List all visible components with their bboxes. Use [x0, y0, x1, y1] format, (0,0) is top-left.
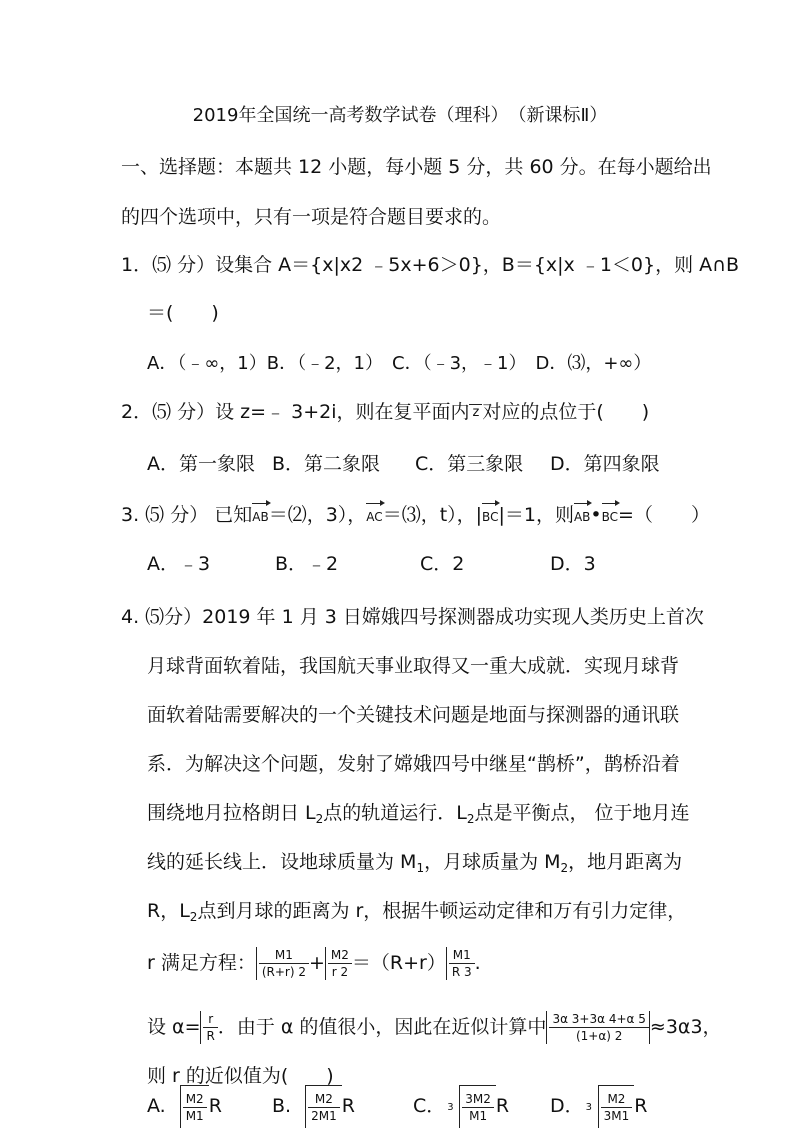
question-3-option-b: B．﹣2 — [275, 553, 339, 575]
frac2-num: M2 — [328, 947, 352, 964]
q4-l6-text-c: ，地月距离为 — [568, 851, 683, 873]
question-3-text-1: 3. ⑸ 分） 已知 — [121, 504, 253, 526]
question-4-option-d — [550, 1085, 647, 1127]
question-3-text-2: ＝⑵，3）， — [268, 504, 367, 526]
q4-l5-text-a: 围绕地月拉格朗日 L — [147, 802, 316, 824]
question-3-stem — [121, 502, 710, 529]
opt-a-num: M2 — [183, 1091, 207, 1108]
question-2-stem — [121, 400, 649, 424]
q4-l7-text-a: R，L — [147, 900, 190, 922]
question-4-option-a — [147, 1085, 222, 1127]
frac1-num: M1 — [259, 947, 309, 964]
question-1-stem-cont: ＝( ) — [147, 302, 219, 324]
equation-fraction-2 — [325, 947, 352, 980]
frac2-den: r 2 — [331, 965, 349, 979]
option-d-label: D． — [550, 1095, 584, 1117]
equation-end: . — [474, 952, 481, 974]
option-b-label: B. — [272, 1095, 292, 1117]
question-4-option-c — [413, 1085, 509, 1127]
vector-ac: AC — [366, 502, 382, 529]
q4-l6-sub-1: 1 — [416, 861, 425, 875]
q4-l6-sub-2: 2 — [560, 861, 569, 875]
q4-l5-sub: 2 — [315, 812, 324, 826]
question-1-options: A．（﹣∞，1）B．（﹣2，1） C．（﹣3，﹣1） D．⑶，+∞） — [147, 353, 652, 374]
root-index: 3 — [447, 1102, 454, 1113]
opt-c-den: M1 — [469, 1109, 488, 1123]
opt-b-r: R — [341, 1095, 355, 1117]
question-1-stem: 1．⑸ 分）设集合 A＝{x|x2 ﹣5x+6＞0}，B＝{x|x ﹣1＜0}，则 A∩B — [121, 254, 740, 276]
q4-l5-text-c: 点是平衡点， 位于地月连 — [474, 802, 690, 824]
frac3-den: R 3 — [451, 965, 472, 979]
section-heading-line2: 的四个选项中，只有一项是符合题目要求的。 — [121, 206, 502, 228]
cube-root-symbol — [584, 1085, 635, 1128]
q4-equation-prefix: r 满足方程： — [147, 952, 256, 974]
vector-bc: BC — [482, 502, 498, 529]
question-3-option-a: A．﹣3 — [147, 553, 211, 575]
question-4-line-1: 4. ⑸分）2019 年 1 月 3 日嫦娥四号探测器成功实现人类历史上首次 — [121, 606, 704, 628]
question-3-text-5: =（ ） — [618, 504, 710, 526]
question-3-text-3: ＝⑶，t），| — [382, 504, 483, 526]
option-c-label: C． — [413, 1095, 446, 1117]
equation-fraction-1 — [256, 947, 309, 980]
approx-frac-num: 3α 3+3α 4+α 5 — [549, 1011, 648, 1028]
alpha-fraction — [200, 1011, 217, 1044]
frac1-den: (R+r) 2 — [261, 965, 306, 979]
vector-ab: AB — [252, 502, 268, 529]
page-title: 2019年全国统一高考数学试卷（理科） （新课标Ⅱ） — [192, 105, 608, 126]
equation-middle: ＝（R+r） — [351, 952, 446, 974]
opt-a-r: R — [208, 1095, 222, 1117]
question-3-text-4: |＝1，则 — [498, 504, 574, 526]
z-conjugate: z — [469, 404, 482, 421]
question-4-line-4: 系．为解决这个问题，发射了嫦娥四号中继星“鹊桥”，鹊桥沿着 — [147, 753, 680, 775]
question-2-option-d: D．第四象限 — [550, 453, 660, 475]
vector-bc-2: BC — [602, 502, 618, 529]
question-3-option-d: D．3 — [550, 553, 596, 575]
question-4-approx-line — [147, 1004, 722, 1050]
approx-text: ．由于 α 的值很小，因此在近似计算中 — [217, 1016, 547, 1038]
question-4-line-6 — [147, 850, 682, 880]
q4-l6-text-b: ，月球质量为 M — [424, 851, 561, 873]
opt-b-den: 2M1 — [311, 1109, 337, 1123]
question-2-stem-post: 对应的点位于( ) — [482, 401, 650, 423]
plus-sign: + — [309, 952, 325, 974]
opt-a-den: M1 — [185, 1109, 204, 1123]
opt-c-r: R — [495, 1095, 510, 1117]
approx-fraction — [546, 1011, 649, 1044]
q4-l7-text-b: 点到月球的距离为 r，根据牛顿运动定律和万有引力定律， — [197, 900, 687, 922]
opt-c-num: 3M2 — [462, 1091, 494, 1108]
frac3-num: M1 — [449, 947, 475, 964]
question-4-option-b — [272, 1085, 355, 1127]
approx-frac-den: (1+α) 2 — [575, 1029, 623, 1043]
sqrt-symbol — [166, 1085, 209, 1128]
question-2-stem-pre: 2．⑸ 分）设 z=﹣ 3+2i，则在复平面内 — [121, 401, 470, 423]
q4-l7-sub: 2 — [189, 910, 198, 924]
alpha-frac-num: r — [203, 1011, 217, 1028]
cube-root-symbol — [445, 1085, 496, 1128]
question-4-line-2: 月球背面软着陆，我国航天事业取得又一重大成就．实现月球背 — [147, 655, 680, 677]
alpha-frac-den: R — [206, 1029, 215, 1043]
question-2-option-a: A．第一象限 — [147, 453, 255, 475]
root-index: 3 — [585, 1102, 593, 1113]
question-2-option-c: C．第三象限 — [415, 453, 524, 475]
q4-l6-text-a: 线的延长线上．设地球质量为 M — [147, 851, 417, 873]
question-3-option-c: C．2 — [420, 553, 465, 575]
opt-d-num: M2 — [601, 1091, 633, 1108]
vector-ab-2: AB — [574, 502, 590, 529]
dot-product-symbol: • — [590, 504, 602, 526]
alpha-def-prefix: 设 α= — [147, 1016, 201, 1038]
opt-b-num: M2 — [308, 1091, 340, 1108]
question-4-line-7 — [147, 899, 686, 929]
opt-d-r: R — [634, 1095, 648, 1117]
opt-d-den: 3M1 — [603, 1109, 630, 1123]
equation-fraction-3 — [446, 947, 475, 980]
question-2-option-b: B．第二象限 — [272, 453, 381, 475]
question-4-line-5 — [147, 801, 690, 831]
question-4-equation-line — [147, 940, 481, 986]
q4-l5-text-b: 点的轨道运行．L — [323, 802, 467, 824]
option-a-label: A. — [147, 1095, 166, 1117]
sqrt-symbol — [291, 1085, 342, 1128]
question-4-line-3: 面软着陆需要解决的一个关键技术问题是地面与探测器的通讯联 — [147, 704, 680, 726]
question-4-ask: 则 r 的近似值为( ) — [147, 1065, 334, 1087]
approx-result: ≈3α3， — [649, 1016, 722, 1038]
q4-l5-sub-2: 2 — [466, 812, 475, 826]
section-heading-line1: 一、选择题：本题共 12 小题，每小题 5 分，共 60 分。在每小题给出 — [121, 156, 712, 178]
